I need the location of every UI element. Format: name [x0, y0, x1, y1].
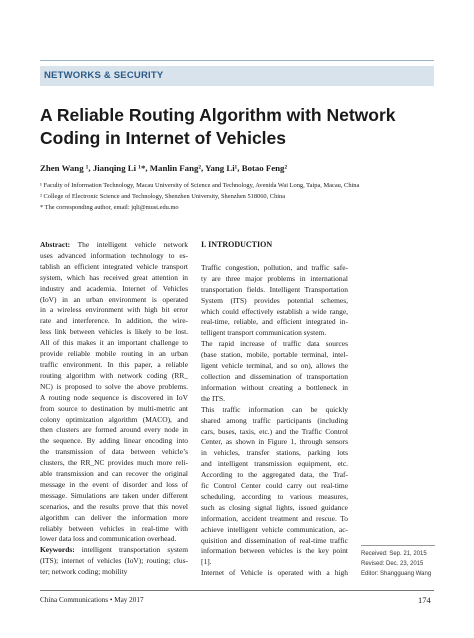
abstract-line: tablish an efficient integrated vehicle transport	[40, 261, 188, 271]
abstract-line: the sequence. By adding linear encoding into	[40, 436, 188, 446]
intro-line: achieve intelligent vehicle communication, ac-	[201, 524, 348, 534]
intro-line: Traffic congestion, pollution, and traffic safe-	[201, 262, 348, 272]
abstract-line: uses advanced information technology to es-	[40, 250, 188, 260]
intro-line: Internet of Vehicle is operated with a high	[201, 568, 348, 578]
intro-line: such as closing signal lights, issued guidance	[201, 502, 348, 512]
abstract-line: traffic environment. In this paper, a reliable	[40, 359, 188, 369]
intro-line: the ITS.	[201, 393, 225, 403]
abstract-line: less link between vehicles is likely to be lost.	[40, 327, 188, 337]
journal-footer: China Communications • May 2017	[40, 596, 144, 604]
abstract-line: All of this makes it an important challenge to	[40, 338, 188, 348]
intro-line: (base station, mobile, portable terminal, intel-	[201, 350, 348, 360]
affiliation-1: ¹ Faculty of Information Technology, Macau University of Science and Technology, Avenida Wai Long, Taipa, Macau, China	[40, 182, 360, 189]
abstract-line: NC) is proposed to solve the above problems.	[40, 381, 188, 391]
keywords-label: Keywords:	[40, 545, 75, 555]
section-banner	[40, 66, 434, 86]
revised-date: Revised: Dec. 23, 2015	[361, 561, 424, 567]
abstract-line: reliably between vehicles in real-time with	[40, 523, 188, 533]
abstract-line: from source to destination by multi-metric ant	[40, 403, 188, 413]
keywords-line: ter; network coding; mobility	[40, 567, 128, 577]
intro-line: and intelligent transmission equipment, etc.	[201, 459, 348, 469]
intro-line: ty are three major problems in international	[201, 273, 348, 283]
abstract-line: message in the event of disorder and loss of	[40, 479, 188, 489]
intro-line: cars, buses, taxis, etc.) and the Traffic Control	[201, 426, 348, 436]
intro-line: The rapid increase of traffic data sources	[201, 339, 348, 349]
abstract-line: able transmission and can recover the original	[40, 469, 188, 479]
intro-line: which could effectively establish a wide range,	[201, 306, 348, 316]
corresponding-author: * The corresponding author, email: jqli@must.edu.mo	[40, 204, 179, 211]
introduction-section	[201, 240, 348, 579]
intro-line: fic Control Center could carry out real-time	[201, 481, 348, 491]
intro-line: shared among traffic participants (including	[201, 415, 348, 425]
abstract-line: (IoV) in an urban environment is operated	[40, 294, 188, 304]
abstract-line: colony optimization algorithm (MACO), and	[40, 414, 188, 424]
intro-line: scheduling, according to various measures,	[201, 491, 348, 501]
dates-rule	[361, 545, 435, 546]
abstract-line: routing algorithm with network coding (RR_	[40, 370, 188, 380]
footer-rule	[40, 590, 434, 591]
intro-line: [1].	[201, 557, 212, 567]
abstract-label: Abstract:	[40, 240, 71, 249]
intro-line: in vehicles, transfer stations, parking lots	[201, 448, 348, 458]
intro-line: System (ITS) provides potential schemes,	[201, 295, 348, 305]
abstract-line: industry and academia. Internet of Vehicles	[40, 283, 188, 293]
intro-line: information without creating a bottleneck in	[201, 382, 348, 392]
paper-title: A Reliable Routing Algorithm with Network Coding in Internet of Vehicles	[40, 105, 396, 148]
affiliation-2: ² College of Electronic Science and Technology, Shenzhen University, Shenzhen 518060, China	[40, 193, 286, 200]
keywords-line: Keywords: intelligent transportation system	[40, 545, 188, 555]
intro-line: This traffic information can be quickly	[201, 404, 348, 414]
abstract-line: scenarios, and the results prove that this novel	[40, 501, 188, 511]
intro-line: information between vehicles is the key point	[201, 546, 348, 556]
intro-line: ligent vehicle terminal, and so on), allows the	[201, 361, 348, 371]
abstract	[40, 240, 188, 578]
abstract-line: A routing node sequence is discovered in IoV	[40, 392, 188, 402]
author-list: Zhen Wang ¹, Jianqing Li ¹*, Manlin Fang², Yang Li¹, Botao Feng²	[40, 163, 288, 173]
section-heading: I. INTRODUCTION	[201, 240, 273, 249]
page-number: 174	[418, 595, 431, 605]
intro-line: information, accident treatment and rescue. To	[201, 513, 348, 523]
intro-line: real-time, reliable, and efficient integrated in-	[201, 317, 348, 327]
editor: Editor: Shangguang Wang	[361, 571, 432, 577]
abstract-line: system, which has received great attention in	[40, 272, 188, 282]
keywords-line: (ITS); internet of vehicles (IoV); routing; clus-	[40, 556, 188, 566]
abstract-line: message. Simulations are taken under different	[40, 490, 188, 500]
abstract-line: lower data loss and communication overhead.	[40, 534, 177, 544]
section-label: NETWORKS & SECURITY	[44, 70, 164, 81]
abstract-line: the transmission of data between vehicle’s	[40, 447, 188, 457]
intro-line: transportation fields. Intelligent Transportation	[201, 284, 348, 294]
top-rule	[40, 60, 434, 61]
submission-dates	[361, 549, 451, 579]
abstract-line: rate and interference. In addition, the wire-	[40, 316, 188, 326]
abstract-line: then clusters are formed around every node in	[40, 425, 188, 435]
affiliations	[40, 180, 440, 213]
intro-line: collection and dissemination of transportation	[201, 371, 348, 381]
intro-line: Center, as shown in Figure 1, through sensors	[201, 437, 348, 447]
abstract-line: provide reliable mobile routing in an urban	[40, 349, 188, 359]
received-date: Received: Sep. 21, 2015	[361, 551, 427, 557]
intro-line: According to the aggregated data, the Traf-	[201, 470, 348, 480]
intro-line: quisition and dissemination of real-time traffic	[201, 535, 348, 545]
abstract-line: in a wireless environment with high bit error	[40, 305, 188, 315]
abstract-line: algorithm can deliver the information more	[40, 512, 188, 522]
intro-line: telligent transport communication system.	[201, 328, 327, 338]
abstract-line: Abstract: The intelligent vehicle network	[40, 240, 188, 249]
abstract-line: clusters, the RR_NC provides much more reli-	[40, 458, 188, 468]
